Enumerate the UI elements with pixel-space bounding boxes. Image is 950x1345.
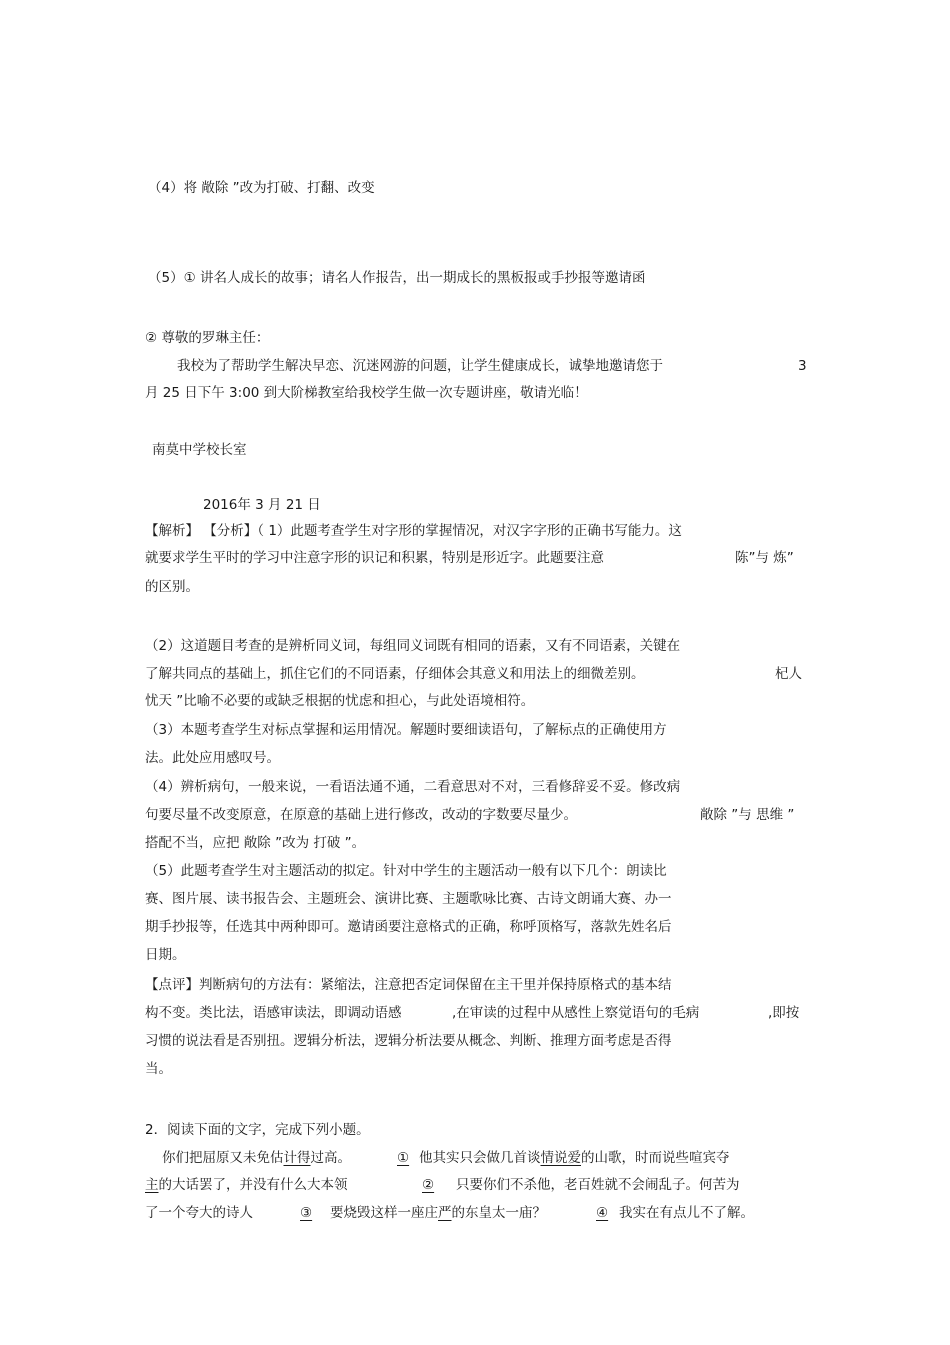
passage-text: 你们把屈原又未免估 bbox=[162, 1150, 284, 1166]
analysis-line: 法。此处应用感叹号。 bbox=[145, 750, 280, 766]
invitation-body-line-1: 我校为了帮助学生解决早恋、沉迷网游的问题，让学生健康成长，诚挚地邀请您于 bbox=[177, 358, 663, 374]
invitation-signature: 南莫中学校长室 bbox=[152, 442, 247, 458]
passage-line-3: 了一个夸大的诗人 bbox=[145, 1205, 253, 1221]
analysis-line: （4）辨析病句，一般来说，一看语法通不通，二看意思对不对，三看修辞妥不妥。修改病 bbox=[145, 779, 681, 795]
comment-line: 习惯的说法看是否别扭。逻辑分析法，逻辑分析法要从概念、判断、推理方面考虑是否得 bbox=[145, 1033, 672, 1049]
invitation-date: 2016年 3 月 21 日 bbox=[203, 497, 321, 513]
passage-text: 的山歌，时而说些喧宾夺 bbox=[581, 1150, 730, 1166]
analysis-line: 的区别。 bbox=[145, 579, 199, 595]
analysis-line: 了解共同点的基础上，抓住它们的不同语素，仔细体会其意义和用法上的细微差别。 bbox=[145, 666, 645, 682]
analysis-line: （2）这道题目考查的是辨析同义词，每组同义词既有相同的语素，又有不同语素，关键在 bbox=[145, 638, 681, 654]
analysis-line: 就要求学生平时的学习中注意字形的识记和积累，特别是形近字。此题要注意 bbox=[145, 550, 604, 566]
passage-text: 的东皇太一庙？ bbox=[451, 1205, 546, 1221]
analysis-line-tail: 陈”与 炼” bbox=[735, 550, 794, 566]
analysis-line: 句要尽量不改变原意，在原意的基础上进行修改，改动的字数要尽量少。 bbox=[145, 807, 577, 823]
invitation-body-line-1-end: 3 bbox=[798, 358, 807, 374]
passage-text: 要烧毁这样一座庄 bbox=[330, 1205, 438, 1221]
passage-text: 他其实只会做几首谈 bbox=[419, 1150, 541, 1166]
passage-line-3-end: 我实在有点儿不了解。 bbox=[619, 1205, 754, 1221]
comment-line-mid: ,在审读的过程中从感性上察觉语句的毛病 bbox=[452, 1005, 700, 1021]
question-2-title: 2．阅读下面的文字，完成下列小题。 bbox=[145, 1122, 370, 1138]
analysis-line: 【解析】 【分析】（ 1）此题考查学生对字形的掌握情况，对汉字字形的正确书写能力。这 bbox=[145, 523, 682, 539]
passage-underline-tail bbox=[730, 1150, 768, 1166]
analysis-line: （5）此题考查学生对主题活动的拟定。针对中学生的主题活动一般有以下几个：朗读比 bbox=[145, 863, 667, 879]
passage-line-2-cont: 只要你们不杀他，老百姓就不会闹乱子。何苦为 bbox=[456, 1177, 740, 1193]
passage-line-1-cont bbox=[419, 1149, 768, 1167]
passage-underlined-word: 严 bbox=[438, 1205, 452, 1221]
answer-item-4: （4）将 敞除 ”改为打破、打翻、改变 bbox=[148, 180, 375, 196]
passage-text: 过高。 bbox=[310, 1150, 351, 1166]
answer-item-5: （5）① 讲名人成长的故事；请名人作报告，出一期成长的黑板报或手抄报等邀请函 bbox=[148, 270, 646, 286]
passage-underlined-word: 情说爱 bbox=[540, 1150, 581, 1166]
passage-text: 的大话罢了，并没有什么大本领 bbox=[158, 1177, 348, 1193]
analysis-line: 忧天 ”比喻不必要的或缺乏根据的忧虑和担心，与此处语境相符。 bbox=[145, 693, 535, 709]
passage-line-1 bbox=[162, 1149, 351, 1167]
blank-4[interactable]: ④ bbox=[596, 1205, 609, 1221]
passage-line-2 bbox=[145, 1176, 348, 1194]
comment-line: 构不变。类比法，语感审读法，即调动语感 bbox=[145, 1005, 402, 1021]
invitation-salutation: ② 尊敬的罗琳主任： bbox=[145, 330, 270, 346]
analysis-line: （3）本题考查学生对标点掌握和运用情况。解题时要细读语句，了解标点的正确使用方 bbox=[145, 722, 667, 738]
passage-line-3-cont bbox=[330, 1204, 546, 1222]
comment-line: 【点评】判断病句的方法有：紧缩法，注意把否定词保留在主干里并保持原格式的基本结 bbox=[145, 977, 672, 993]
invitation-body-line-2: 月 25 日下午 3:00 到大阶梯教室给我校学生做一次专题讲座，敬请光临！ bbox=[145, 385, 588, 401]
analysis-line: 搭配不当，应把 敞除 ”改为 打破 ”。 bbox=[145, 835, 366, 851]
passage-underlined-word: 主 bbox=[145, 1177, 159, 1193]
comment-line: 当。 bbox=[145, 1061, 172, 1077]
analysis-line: 期手抄报等，任选其中两种即可。邀请函要注意格式的正确，称呼顶格写，落款先姓名后 bbox=[145, 919, 672, 935]
analysis-line-tail: 敞除 ”与 思维 ” bbox=[700, 807, 795, 823]
blank-1[interactable]: ① bbox=[397, 1150, 410, 1166]
comment-line-tail: ,即按 bbox=[768, 1005, 800, 1021]
passage-underlined-word: 计得 bbox=[283, 1150, 311, 1166]
analysis-line: 赛、图片展、读书报告会、主题班会、演讲比赛、主题歌咏比赛、古诗文朗诵大赛、办一 bbox=[145, 891, 672, 907]
analysis-line: 日期。 bbox=[145, 947, 186, 963]
blank-3[interactable]: ③ bbox=[300, 1205, 313, 1221]
blank-2[interactable]: ② bbox=[422, 1177, 435, 1193]
analysis-line-tail: 杞人 bbox=[775, 666, 802, 682]
